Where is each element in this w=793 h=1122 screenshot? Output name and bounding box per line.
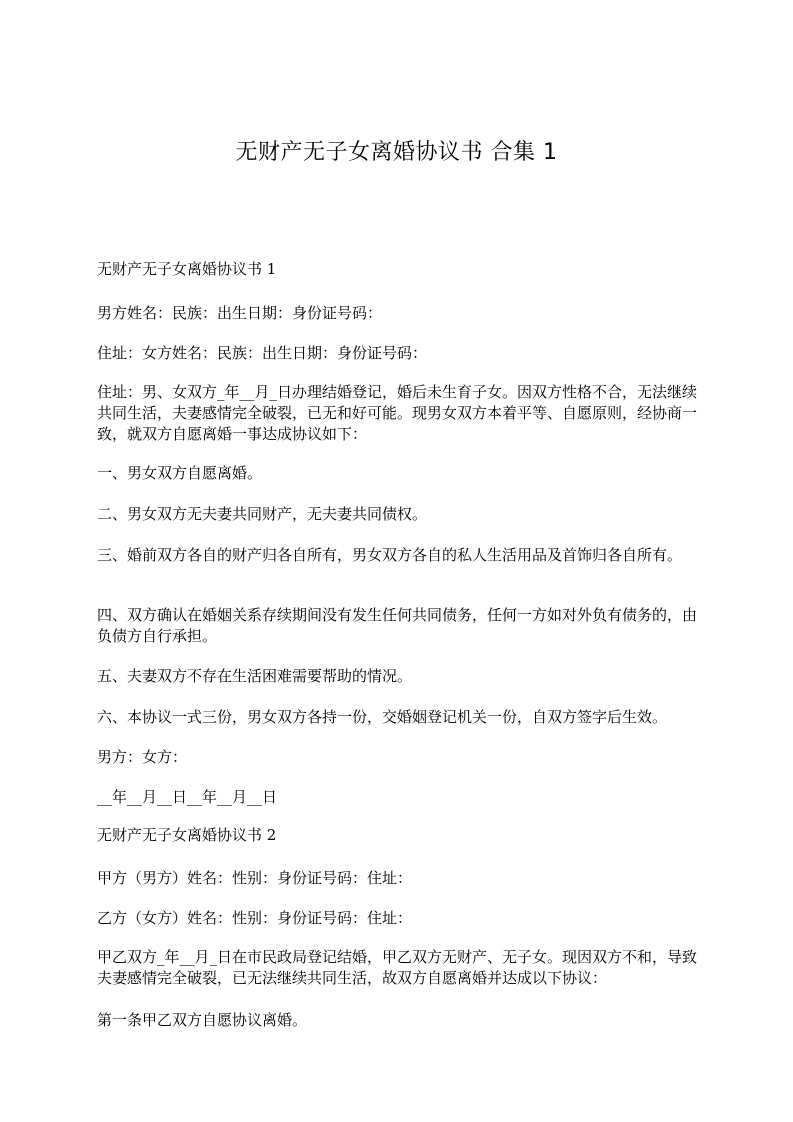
clause-5: 五、夫妻双方不存在生活困难需要帮助的情况。 xyxy=(97,667,413,685)
clause-2: 二、男女双方无夫妻共同财产，无夫妻共同债权。 xyxy=(97,505,428,523)
clause-3: 三、婚前双方各自的财产归各自所有，男女双方各自的私人生活用品及首饰归各自所有。 xyxy=(97,546,683,564)
paragraph-party-b: 乙方（女方）姓名：性别：身份证号码：住址： xyxy=(97,909,413,927)
article-1: 第一条甲乙双方自愿协议离婚。 xyxy=(97,1011,308,1029)
signature-line: 男方：女方： xyxy=(97,748,188,766)
section-heading-2: 无财产无子女离婚协议书 2 xyxy=(97,826,277,844)
paragraph-male-info: 男方姓名：民族：出生日期：身份证号码： xyxy=(97,304,383,322)
paragraph-marriage-statement-2: 甲乙双方_年__月_日在市民政局登记结婚，甲乙双方无财产、无子女。现因双方不和，导致夫妻感情完全破裂，已无法继续共同生活，故双方自愿离婚并达成以下协议： xyxy=(97,948,698,987)
clause-4: 四、双方确认在婚姻关系存续期间没有发生任何共同债务，任何一方如对外负有债务的，由负债方自行承担。 xyxy=(97,606,698,645)
paragraph-address-female-info: 住址：女方姓名：民族：出生日期：身份证号码： xyxy=(97,344,428,362)
paragraph-marriage-statement: 住址：男、女双方_年__月_日办理结婚登记，婚后未生育子女。因双方性格不合，无法继续共同生活，夫妻感情完全破裂，已无和好可能。现男女双方本着平等、自愿原则，经协商一致，就双方自愿离婚一事达成协议如下： xyxy=(97,383,698,443)
date-line: __年__月__日__年__月__日 xyxy=(97,788,278,806)
clause-1: 一、男女双方自愿离婚。 xyxy=(97,464,263,482)
paragraph-party-a: 甲方（男方）姓名：性别：身份证号码：住址： xyxy=(97,869,413,887)
document-title: 无财产无子女离婚协议书 合集 1 xyxy=(235,140,558,165)
section-heading-1: 无财产无子女离婚协议书 1 xyxy=(97,260,277,278)
clause-6: 六、本协议一式三份，男女双方各持一份，交婚姻登记机关一份，自双方签字后生效。 xyxy=(97,708,668,726)
